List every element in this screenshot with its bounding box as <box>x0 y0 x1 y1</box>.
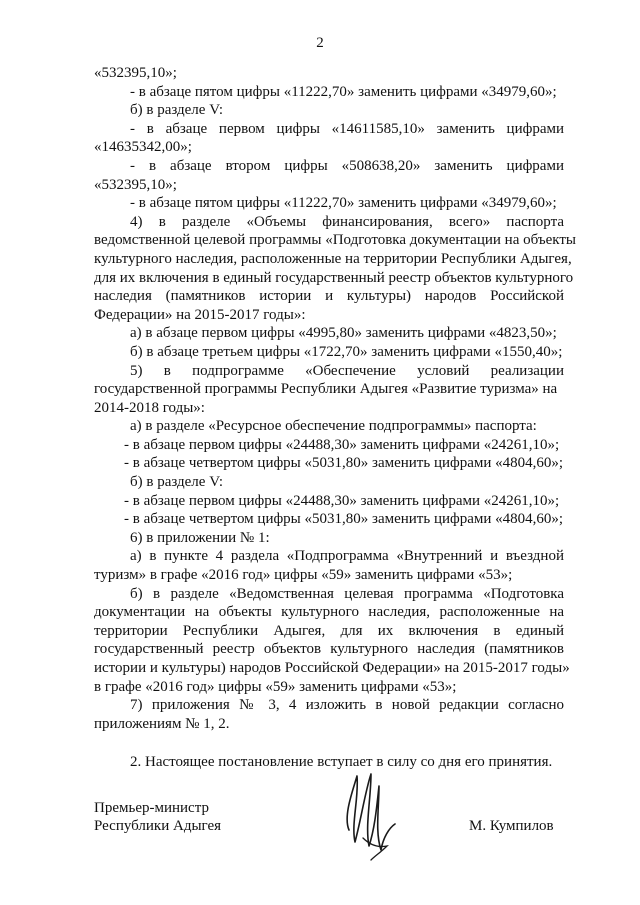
text-line: культурного наследия, расположенные на территории Республики Адыгея, <box>94 250 572 267</box>
text-line: б) в разделе V: <box>130 102 224 119</box>
text-line: Федерации» на 2015-2017 годы»: <box>94 306 306 323</box>
text-line: «532395,10»; <box>94 65 177 81</box>
text-line: б) в абзаце третьем цифры «1722,70» заменить цифрами «1550,40»; <box>130 343 563 360</box>
text-line: б) в разделе V: <box>130 474 224 491</box>
handwritten-signature <box>335 768 405 863</box>
text-line: а) в пункте 4 раздела «Подпрограмма «Внутренний и въездной <box>130 548 564 565</box>
text-line: - в абзаце пятом цифры «11222,70» заменить цифрами «34979,60»; <box>130 83 557 100</box>
text-line: государственной программы Республики Адыгея «Развитие туризма» на <box>94 381 558 398</box>
text-line: - в абзаце четвертом цифры «5031,80» заменить цифрами «4804,60»; <box>124 455 564 472</box>
text-line: 7) приложения № 3, 4 изложить в новой редакции согласно <box>130 697 564 714</box>
signatory-title-line-2: Республики Адыгея <box>94 818 222 834</box>
text-line: 2014-2018 годы»: <box>94 399 205 416</box>
text-line: приложениям № 1, 2. <box>94 715 230 732</box>
text-line: истории и культуры) народов Российской Федерации» на 2015-2017 годы» <box>94 660 570 676</box>
text-line: туризм» в графе «2016 год» цифры «59» заменить цифрами «53»; <box>94 567 513 584</box>
text-line: наследия (памятников истории и культуры) народов Российской <box>94 288 564 305</box>
text-line: - в абзаце втором цифры «508638,20» заменить цифрами <box>130 157 564 174</box>
text-line: 2. Настоящее постановление вступает в силу со дня его принятия. <box>130 754 553 771</box>
text-line: б) в разделе «Ведомственная целевая программа «Подготовка <box>130 585 564 602</box>
signatory-title-line-1: Премьер-министр <box>94 800 209 816</box>
text-line: «532395,10»; <box>94 176 177 193</box>
text-line: - в абзаце пятом цифры «11222,70» заменить цифрами «34979,60»; <box>130 195 557 212</box>
text-line: документации на объекты культурного наследия, расположенные на <box>94 604 564 621</box>
text-line: 6) в приложении № 1: <box>130 529 270 546</box>
text-line: 5) в подпрограмме «Обеспечение условий реализации <box>130 362 564 379</box>
text-line: - в абзаце первом цифры «24488,30» заменить цифрами «24261,10»; <box>124 436 560 453</box>
text-line: - в абзаце первом цифры «24488,30» заменить цифрами «24261,10»; <box>124 492 560 509</box>
text-line: территории Республики Адыгея, для их включения в единый <box>94 622 564 639</box>
text-line: - в абзаце четвертом цифры «5031,80» заменить цифрами «4804,60»; <box>124 511 564 528</box>
text-line: ведомственной целевой программы «Подготовка документации на объекты <box>94 232 576 249</box>
text-line: а) в разделе «Ресурсное обеспечение подпрограммы» паспорта: <box>130 418 537 435</box>
text-line: государственный реестр объектов культурного наследия (памятников <box>94 641 564 658</box>
text-line: «14635342,00»; <box>94 139 192 156</box>
text-line: 4) в разделе «Объемы финансирования, всего» паспорта <box>130 213 564 230</box>
text-line: для их включения в единый государственный реестр объектов культурного <box>94 269 574 286</box>
page-number: 2 <box>316 35 324 51</box>
text-line: - в абзаце первом цифры «14611585,10» заменить цифрами <box>130 120 564 137</box>
text-line: а) в абзаце первом цифры «4995,80» заменить цифрами «4823,50»; <box>130 325 557 342</box>
signatory-name: М. Кумпилов <box>469 818 554 834</box>
text-line: в графе «2016 год» цифры «59» заменить цифрами «53»; <box>94 678 457 695</box>
